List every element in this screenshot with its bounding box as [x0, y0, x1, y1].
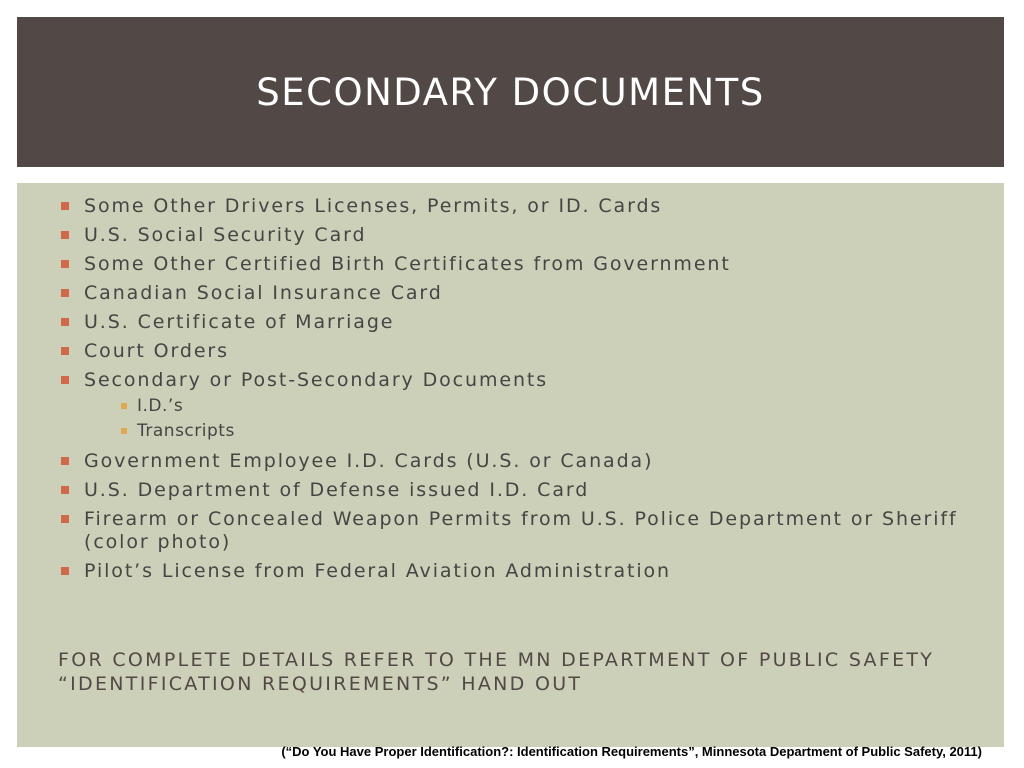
square-bullet-icon [61, 376, 69, 384]
list-item-text: Some Other Certified Birth Certificates from Government [84, 253, 731, 275]
list-item [61, 369, 981, 444]
list-item [61, 508, 981, 554]
square-bullet-icon [61, 318, 69, 326]
sub-list [84, 394, 981, 444]
square-bullet-icon [61, 231, 69, 239]
list-item-text: Canadian Social Insurance Card [84, 282, 443, 304]
list-item-text: Secondary or Post-Secondary Documents [84, 369, 549, 391]
sub-list-item [84, 419, 981, 444]
list-item [61, 311, 981, 334]
list-item [61, 340, 981, 363]
list-item-text: Pilot’s License from Federal Aviation Administration [84, 560, 671, 582]
square-bullet-icon [61, 347, 69, 355]
list-item [61, 479, 981, 502]
list-item [61, 282, 981, 305]
list-item [61, 195, 981, 218]
square-bullet-icon [61, 202, 69, 210]
square-bullet-icon [61, 515, 69, 523]
list-item-text: Some Other Drivers Licenses, Permits, or ID. Cards [84, 195, 663, 217]
list-item-text: Government Employee I.D. Cards (U.S. or Canada) [84, 450, 654, 472]
list-item-text: Firearm or Concealed Weapon Permits from U.S. Police Department or Sheriff (color photo) [84, 508, 958, 553]
square-sub-bullet-icon [121, 403, 127, 409]
list-item [61, 560, 981, 583]
list-item [61, 224, 981, 247]
sub-list-item-text: I.D.’s [137, 396, 184, 416]
square-bullet-icon [61, 260, 69, 268]
list-item-text: U.S. Social Security Card [84, 224, 367, 246]
reference-note: FOR COMPLETE DETAILS REFER TO THE MN DEPARTMENT OF PUBLIC SAFETY “IDENTIFICATION REQUIREMENTS” HAND OUT [58, 649, 935, 695]
list-item [61, 450, 981, 473]
square-bullet-icon [61, 486, 69, 494]
list-item-text: U.S. Certificate of Marriage [84, 311, 395, 333]
sub-list-item-text: Transcripts [137, 421, 235, 441]
bullet-list [61, 195, 981, 589]
sub-list-item [84, 394, 981, 419]
list-item-text: Court Orders [84, 340, 229, 362]
list-item-text: U.S. Department of Defense issued I.D. Card [84, 479, 590, 501]
citation: (“Do You Have Proper Identification?: Identification Requirements”, Minnesota Department of Public Safety, 2011) [281, 744, 982, 759]
square-bullet-icon [61, 457, 69, 465]
title-band [17, 17, 1004, 167]
slide-title: SECONDARY DOCUMENTS [256, 70, 765, 114]
square-bullet-icon [61, 289, 69, 297]
content-panel [17, 183, 1004, 747]
list-item [61, 253, 981, 276]
square-sub-bullet-icon [121, 428, 127, 434]
square-bullet-icon [61, 567, 69, 575]
